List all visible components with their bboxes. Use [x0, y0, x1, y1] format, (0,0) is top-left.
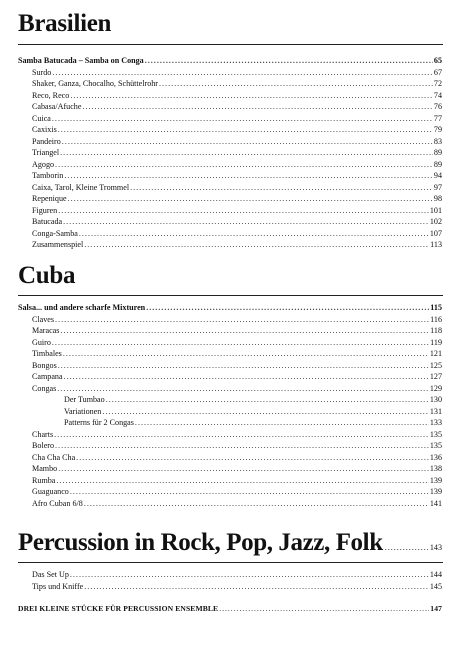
page-number: 83: [433, 136, 442, 146]
dot-leader: [64, 170, 433, 182]
dot-leader: [84, 239, 429, 251]
dot-leader: [79, 228, 429, 240]
entry-label: Repenique: [32, 194, 67, 203]
page-number: 76: [433, 102, 442, 111]
page-number: 136: [429, 452, 442, 462]
dot-leader: [68, 193, 433, 205]
toc-entry[interactable]: [18, 486, 442, 498]
dot-leader: [130, 182, 433, 194]
page-number: 130: [429, 395, 442, 404]
entry-label: Tips und Kniffe: [32, 581, 84, 591]
section-divider: [18, 562, 443, 563]
page-number: 97: [433, 182, 442, 192]
entry-label: Campana: [32, 372, 63, 381]
toc-entry[interactable]: [18, 159, 442, 171]
entry-label: Der Tumbao: [64, 395, 105, 404]
dot-leader: [57, 383, 429, 395]
dot-leader: [219, 604, 429, 613]
page-number: 129: [429, 383, 442, 393]
toc-entry[interactable]: [18, 90, 442, 102]
toc-entry[interactable]: [18, 383, 442, 395]
entry-label: Bolero: [32, 441, 55, 450]
entry-label: Salsa... und andere scharfe Mixturen: [18, 303, 146, 312]
page-number: 102: [429, 217, 442, 226]
dot-leader: [84, 498, 429, 510]
page-number: 65: [433, 56, 442, 65]
dot-leader: [63, 348, 429, 360]
entry-label: Mambo: [32, 464, 58, 473]
dot-leader: [106, 394, 429, 406]
toc-entry[interactable]: [18, 228, 442, 240]
entry-label: Rumba: [32, 475, 56, 485]
toc-list-brasilien: [18, 55, 442, 251]
dot-leader: [58, 360, 429, 372]
page-number: 139: [429, 487, 442, 496]
toc-entry[interactable]: [18, 182, 442, 194]
dot-leader: [55, 159, 433, 171]
entry-label: Surdo: [32, 67, 52, 77]
dot-leader: [76, 452, 429, 464]
page-number: 115: [430, 303, 442, 312]
toc-list-rock: [18, 569, 442, 592]
toc-entry[interactable]: [18, 124, 442, 136]
entry-label: Figuren: [32, 205, 58, 215]
entry-label: Cabasa/Afuche: [32, 102, 82, 111]
page-number: 116: [430, 314, 442, 324]
entry-label: Reco, Reco: [32, 90, 70, 100]
toc-entry[interactable]: [18, 193, 442, 205]
page-number: 135: [429, 429, 442, 439]
entry-label: Conga-Samba: [32, 228, 78, 238]
page-number: 121: [429, 349, 442, 358]
entry-label: Claves: [32, 314, 55, 324]
page-number: 89: [433, 148, 442, 157]
page-number: 143: [429, 543, 442, 552]
toc-entry[interactable]: [18, 147, 442, 159]
toc-entry[interactable]: [18, 360, 442, 372]
page-number: 131: [429, 406, 442, 416]
dot-leader: [58, 124, 433, 136]
page-number: 74: [433, 90, 442, 100]
entry-label: Patterns für 2 Congas: [64, 418, 134, 427]
entry-label: Triangel: [32, 148, 60, 157]
page-number: 135: [429, 441, 442, 450]
toc-entry[interactable]: [18, 136, 442, 148]
entry-label: Das Set Up: [32, 570, 69, 579]
toc-entry[interactable]: [18, 325, 442, 337]
page-number: 113: [430, 240, 442, 249]
dot-leader: [54, 429, 429, 441]
section-title-brasilien: Brasilien: [18, 10, 112, 37]
page-number: 118: [430, 326, 442, 335]
dot-leader: [70, 569, 429, 581]
dot-leader: [63, 216, 429, 228]
dot-leader: [60, 147, 433, 159]
dot-leader: [64, 371, 429, 383]
toc-entry[interactable]: [18, 417, 442, 429]
dot-leader: [52, 113, 433, 125]
entry-label: Maracas: [32, 326, 60, 335]
toc-entry[interactable]: [18, 394, 442, 406]
toc-entry[interactable]: [18, 239, 442, 251]
page-number: 101: [429, 205, 442, 215]
toc-entry[interactable]: [18, 101, 442, 113]
toc-entry[interactable]: [18, 337, 442, 349]
dot-leader: [52, 337, 429, 349]
entry-label: Caxixis: [32, 125, 57, 134]
dot-leader: [135, 417, 429, 429]
toc-entry[interactable]: [18, 55, 442, 67]
toc-entry-ensemble[interactable]: [18, 604, 442, 613]
toc-entry[interactable]: [18, 440, 442, 452]
page-number: 67: [433, 67, 442, 77]
entry-label: Cuica: [32, 113, 51, 123]
page-number: 139: [429, 475, 442, 485]
dot-leader: [84, 581, 429, 593]
dot-leader: [102, 406, 429, 418]
entry-label: Caixa, Tarol, Kleine Trommel: [32, 182, 130, 192]
entry-label: Agogo: [32, 159, 55, 169]
dot-leader: [56, 475, 428, 487]
entry-label: Charts: [32, 429, 54, 439]
entry-label: Tamborin: [32, 171, 64, 180]
page-number: 98: [433, 194, 442, 203]
page-number: 141: [429, 498, 442, 508]
entry-label: Zusammenspiel: [32, 240, 84, 249]
page-number: 133: [429, 418, 442, 427]
entry-label: Pandeiro: [32, 136, 61, 146]
dot-leader: [55, 314, 429, 326]
toc-entry[interactable]: [18, 170, 442, 182]
page-number: 107: [429, 228, 442, 238]
page-number: 145: [429, 581, 442, 591]
dot-leader: [55, 440, 429, 452]
toc-entry[interactable]: [18, 371, 442, 383]
entry-label: Afro Cuban 6/8: [32, 498, 83, 508]
page-number: 77: [433, 113, 442, 123]
section-divider: [18, 44, 443, 45]
toc-entry[interactable]: [18, 216, 442, 228]
toc-list-cuba: [18, 302, 442, 509]
toc-entry[interactable]: [18, 67, 442, 79]
toc-entry[interactable]: [18, 406, 442, 418]
dot-leader: [146, 302, 429, 314]
toc-entry[interactable]: [18, 205, 442, 217]
entry-label: Cha Cha Cha: [32, 452, 76, 462]
section-divider: [18, 295, 443, 296]
toc-entry[interactable]: [18, 452, 442, 464]
entry-label: Timbales: [32, 349, 62, 358]
page-number: 138: [429, 464, 442, 473]
entry-label: Shaker, Ganza, Chocalho, Schüttelrohr: [32, 79, 158, 88]
toc-entry[interactable]: [18, 113, 442, 125]
toc-entry[interactable]: [18, 475, 442, 487]
dot-leader: [385, 543, 428, 552]
toc-entry[interactable]: [18, 581, 442, 593]
entry-label: Bongos: [32, 360, 57, 370]
toc-entry[interactable]: [18, 78, 442, 90]
dot-leader: [60, 325, 429, 337]
dot-leader: [82, 101, 432, 113]
dot-leader: [145, 55, 433, 67]
page-number: 79: [433, 125, 442, 134]
dot-leader: [159, 78, 433, 90]
toc-entry[interactable]: [18, 429, 442, 441]
toc-entry[interactable]: [18, 302, 442, 314]
page-number: 125: [429, 360, 442, 370]
toc-entry[interactable]: [18, 569, 442, 581]
toc-entry[interactable]: [18, 498, 442, 510]
page-number: 89: [433, 159, 442, 169]
entry-label: Batucada: [32, 217, 63, 226]
entry-label: Congas: [32, 383, 57, 393]
entry-label: Samba Batucada – Samba on Conga: [18, 56, 144, 65]
toc-entry[interactable]: [18, 348, 442, 360]
section-title-rock: Percussion in Rock, Pop, Jazz, Folk: [18, 529, 383, 556]
entry-label: Guiro: [32, 337, 51, 347]
dot-leader: [58, 463, 429, 475]
section-title-cuba: Cuba: [18, 262, 76, 289]
page-number: 94: [433, 171, 442, 180]
page-number: 72: [433, 79, 442, 88]
toc-entry-rock-pop-jazz-folk[interactable]: [18, 528, 442, 558]
dot-leader: [62, 136, 433, 148]
dot-leader: [52, 67, 433, 79]
dot-leader: [70, 90, 433, 102]
toc-entry[interactable]: [18, 463, 442, 475]
entry-label: Guaguanco: [32, 487, 69, 496]
page-number: 144: [429, 570, 442, 579]
toc-entry[interactable]: [18, 314, 442, 326]
dot-leader: [70, 486, 429, 498]
entry-label: DREI KLEINE STÜCKE FÜR PERCUSSION ENSEMBLE: [18, 604, 219, 613]
page-number: 119: [430, 337, 442, 347]
entry-label: Variationen: [64, 406, 102, 416]
page-number: 147: [430, 604, 442, 613]
page-number: 127: [429, 372, 442, 381]
dot-leader: [58, 205, 429, 217]
